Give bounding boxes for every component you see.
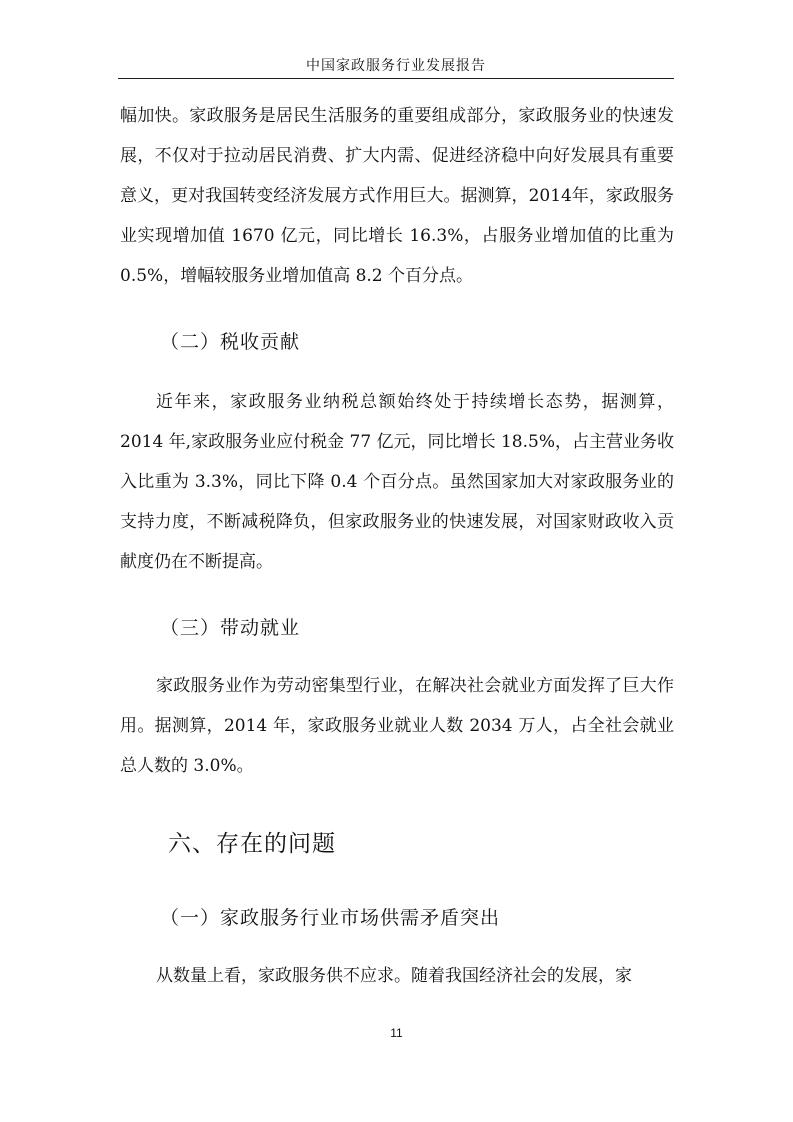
- subheading-tax-contribution: （二）税收贡献: [160, 331, 301, 353]
- subheading-employment: （三）带动就业: [160, 617, 301, 639]
- paragraph-employment: 家政服务业作为劳动密集型行业，在解决社会就业方面发挥了巨大作用。据测算，2014 年，家政服务业就业人数 2034 万人，占全社会就业总人数的 3.0%。: [120, 676, 674, 776]
- paragraph-supply-demand: 从数量上看，家政服务供不应求。随着我国经济社会的发展，家: [156, 966, 632, 986]
- page-number: 11: [390, 1026, 403, 1040]
- header-divider: [118, 78, 674, 79]
- section-heading-problems: 六、存在的问题: [168, 831, 336, 857]
- subheading-supply-demand: （一）家政服务行业市场供需矛盾突出: [160, 907, 501, 929]
- paragraph-tax-contribution: 近年来，家政服务业纳税总额始终处于持续增长态势，据测算，2014 年,家政服务业应付税金 77 亿元，同比增长 18.5%，占主营业务收入比重为 3.3%，同比下降 0.4 个百分点。虽然国家加大对家政服务业的支持力度，不断减税降负，但家政服务业的快速发展，对国家财政收入贡献度仍在不断提高。: [120, 392, 674, 572]
- running-header: 中国家政服务行业发展报告: [306, 58, 486, 74]
- paragraph-value-added: 幅加快。家政服务是居民生活服务的重要组成部分，家政服务业的快速发展，不仅对于拉动居民消费、扩大内需、促进经济稳中向好发展具有重要意义，更对我国转变经济发展方式作用巨大。据测算，2014年，家政服务业实现增加值 1670 亿元，同比增长 16.3%，占服务业增加值的比重为 0.5%，增幅较服务业增加值高 8.2 个百分点。: [120, 106, 674, 286]
